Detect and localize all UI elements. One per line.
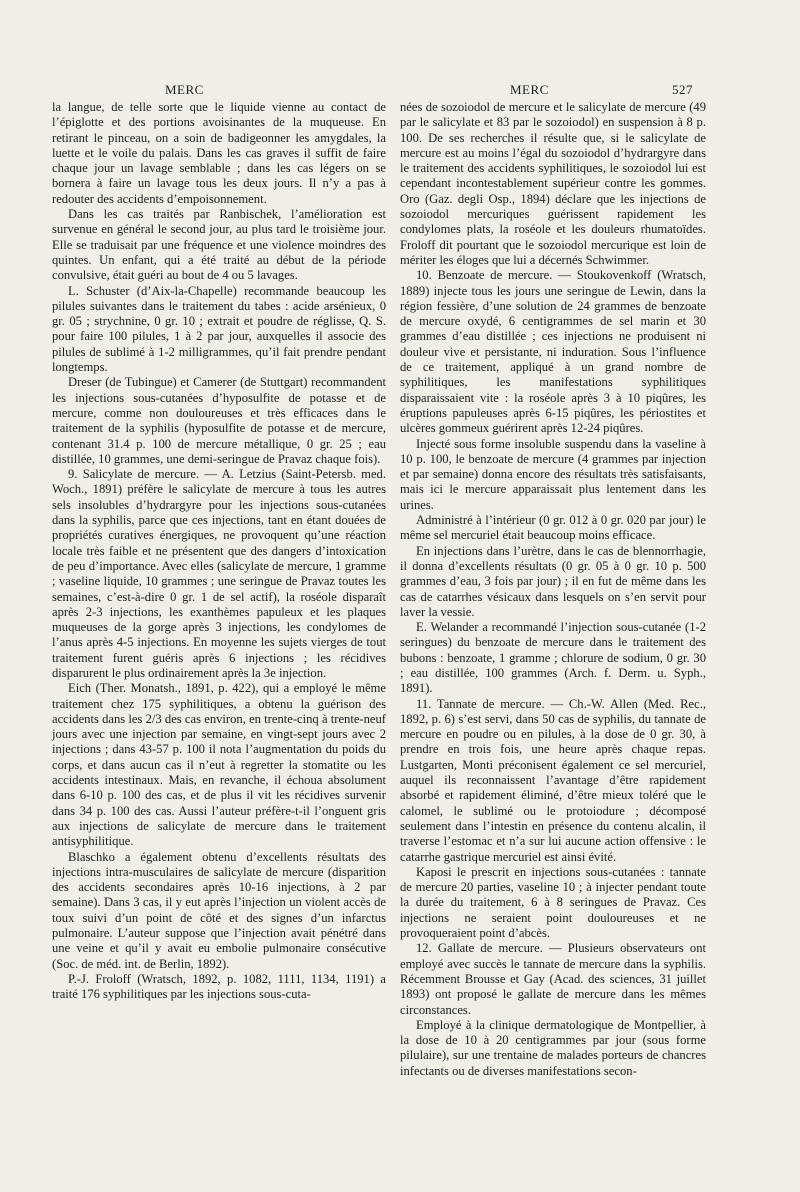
running-header-left: MERC [165, 82, 204, 97]
paragraph: 10. Benzoate de mercure. — Stoukovenkoff (Wratsch, 1889) injecte tous les jours une seringue de Lewin, dans la région fessière, d’une solution de 24 grammes de benzoate de mercure oxydé, 6 centigrammes de sel marin et 30 grammes d’eau distillée ; ces injections ne produisent ni douleur vive et persistante, ni induration. Sous l’influence de ce traitement, appliqué à un grand nombre de syphilitiques, les manifestations syphilitiques disparaissaient vite : la roséole après 3 à 10 piqûres, les éruptions papuleuses après 6-15 piqûres, les périostites et ulcères gommeux guérirent après 12-24 piqûres. [400, 268, 706, 436]
paragraph: nées de sozoiodol de mercure et le salicylate de mercure (49 par le salicylate et 83 par le sozoiodol) en suspension à 8 p. 100. De ses recherches il résulte que, si le salicylate de mercure est au moins l’égal du sozoiodol d’hydrargyre dans le traitement des accidents syphilitiques, le sozoiodol lui est cependant incontestablement supérieur contre les gommes. Oro (Gaz. degli Osp., 1894) déclare que les injections de sozoiodol mercuriques guérissent rapidement les condylomes plats, la roséole et les douleurs rhumatoïdes. Froloff dit pourtant que le sozoiodol mercurique est loin de mériter les éloges que lui a décernés Schwimmer. [400, 100, 706, 267]
paragraph: En injections dans l’urètre, dans le cas de blennorrhagie, il donna d’excellents résultats (0 gr. 05 à 0 gr. 10 p. 500 grammes d’eau, 3 fois par jour) ; il en fut de même dans les cas de catarrhes vésicaux dans lesquels on s’en servit pour laver la vessie. [400, 543, 706, 619]
running-header-right: MERC [510, 82, 549, 97]
paragraph: Employé à la clinique dermatologique de Montpellier, à la dose de 10 à 20 centigrammes par jour (sous forme pilulaire), sur une trentaine de malades porteurs de chancres infectants ou de diverses manifestations secon- [400, 1017, 706, 1078]
left-column [52, 100, 386, 1003]
paragraph: la langue, de telle sorte que le liquide vienne au contact de l’épiglotte et des portions avoisinantes de la muqueuse. En retirant le pinceau, on a soin de badigeonner les amygdales, la luette et le voile du palais. Dans les cas graves il suffit de faire chaque jour un lavage semblable ; dans les cas légers on se bornera à faire un lavage tous les deux jours. Il n’y a pas à redouter des accidents d’empoisonnement. [52, 100, 386, 206]
paragraph: Administré à l’intérieur (0 gr. 012 à 0 gr. 020 par jour) le même sel mercuriel était beaucoup moins efficace. [400, 513, 706, 543]
paragraph: 9. Salicylate de mercure. — A. Letzius (Saint-Petersb. med. Woch., 1891) préfère le salicylate de mercure à tous les autres sels insolubles d’hydrargyre pour les injections sous-cutanées dans la syphilis, parce que ces injections, tant en étant douées de propriétés curatives énergiques, ne provoquent qu’une réaction locale très faible et ne présentent que des dangers d’intoxication de peu d’importance. Avec elles (salicylate de mercure, 1 gramme ; vaseline liquide, 10 grammes ; une seringue de Pravaz toutes les semaines, c’est-à-dire 0 gr. 1 de sel actif), la roséole disparaît après 2-3 injections, les exanthèmes papuleux et les plaques muqueuses de la gorge après 3 injections, les condylomes de l’anus après 4-5 injections. En moyenne les sujets vierges de tout traitement furent guéris après 6 injections ; les récidives disparurent le plus ordinairement après la 3e injection. [52, 467, 386, 680]
paragraph: L. Schuster (d’Aix-la-Chapelle) recommande beaucoup les pilules suivantes dans le traitement du tabes : acide arsénieux, 0 gr. 05 ; strychnine, 0 gr. 10 ; extrait et poudre de réglisse, Q. S. pour faire 100 pilules, 1 à 2 par jour, auxquelles il associe des pilules de sublimé à 1-2 milligrammes, qu’il fait prendre pendant longtemps. [52, 283, 386, 375]
page-number: 527 [672, 82, 693, 97]
paragraph: 11. Tannate de mercure. — Ch.-W. Allen (Med. Rec., 1892, p. 6) s’est servi, dans 50 cas de syphilis, du tannate de mercure en poudre ou en pilules, à la dose de 0 gr. 30, à prendre en trois fois, une heure après chaque repas. Lustgarten, Monti préconisent également ce sel mercuriel, auquel ils reconnaissent l’avantage d’être rapidement absorbé et rapidement éliminé, d’être mieux toléré que le calomel, le sublimé ou le protoiodure ; décomposé seulement dans l’intestin en présence du contenu alcalin, il traverse l’estomac et n’a sur lui aucune action offensive : le catarrhe gastrique mercuriel est ainsi évité. [400, 696, 706, 864]
paragraph: Eich (Ther. Monatsh., 1891, p. 422), qui a employé le même traitement chez 175 syphilitiques, a obtenu la guérison des accidents dans les 2/3 des cas environ, en trente-cinq à trente-neuf jours avec une injection par semaine, en vingt-sept jours avec 2 injections ; dans 43-57 p. 100 il nota l’augmentation du poids du corps, et dans aucun cas il n’eut à regretter la stomatite ou les accidents intestinaux. Mais, en revanche, il échoua absolument dans 6-10 p. 100 des cas, et de plus il vit les récidives survenir dans 34 p. 100 des cas. Aussi l’auteur préfère-t-il l’onguent gris aux injections de salicylate de mercure dans le traitement antisyphilitique. [52, 681, 386, 849]
paragraph: Kaposi le prescrit en injections sous-cutanées : tannate de mercure 20 parties, vaseline 10 ; à injecter pendant toute la durée du traitement, 6 à 8 seringues de Pravaz. Ces injections ne seraient point douloureuses et ne provoqueraient point d’abcès. [400, 864, 706, 941]
paragraph: P.-J. Froloff (Wratsch, 1892, p. 1082, 1111, 1134, 1191) a traité 176 syphilitiques par les injections sous-cuta- [52, 971, 386, 1002]
paragraph: Injecté sous forme insoluble suspendu dans la vaseline à 10 p. 100, le benzoate de mercure (4 grammes par injection et par semaine) donna encore des résultats très satisfaisants, mais ici le mercure apparaissait plus lentement dans les urines. [400, 436, 706, 512]
paragraph: 12. Gallate de mercure. — Plusieurs observateurs ont employé avec succès le tannate de mercure dans la syphilis. Récemment Brousse et Gay (Acad. des sciences, 31 juillet 1893) ont proposé le gallate de mercure dans les mêmes circonstances. [400, 941, 706, 1017]
paragraph: Dreser (de Tubingue) et Camerer (de Stuttgart) recommandent les injections sous-cutanées d’hyposulfite de potasse et de mercure, comme non douloureuses et très efficaces dans le traitement de la syphilis (hyposulfite de potasse et de mercure, contenant 31.4 p. 100 de mercure métallique, 0 gr. 25 ; eau distillée, 10 grammes, une demi-seringue de Pravaz chaque fois). [52, 375, 386, 466]
paragraph: E. Welander a recommandé l’injection sous-cutanée (1-2 seringues) du benzoate de mercure dans le traitement des bubons : benzoate, 1 gramme ; chlorure de sodium, 0 gr. 30 ; eau distillée, 100 grammes (Arch. f. Derm. u. Syph., 1891). [400, 620, 706, 696]
paragraph: Dans les cas traités par Ranbischek, l’amélioration est survenue en général le second jour, au plus tard le troisième jour. Elle se traduisait par une fréquence et une violence moindres des quintes. Un enfant, qui a été traité au début de la période convulsive, était guéri au bout de 4 ou 5 lavages. [52, 207, 386, 283]
right-column [400, 100, 706, 1079]
paragraph: Blaschko a également obtenu d’excellents résultats des injections intra-musculaires de salicylate de mercure (disparition des accidents secondaires après 10-16 injections, à 2 par semaine). Dans 3 cas, il y eut après l’injection un violent accès de toux suivi d’un point de côté et des signes d’un infarctus pulmonaire. L’auteur suppose que l’injection avait pénétré dans une veine et qu’il y avait eu embolie pulmonaire consécutive (Soc. de méd. int. de Berlin, 1892). [52, 849, 386, 971]
